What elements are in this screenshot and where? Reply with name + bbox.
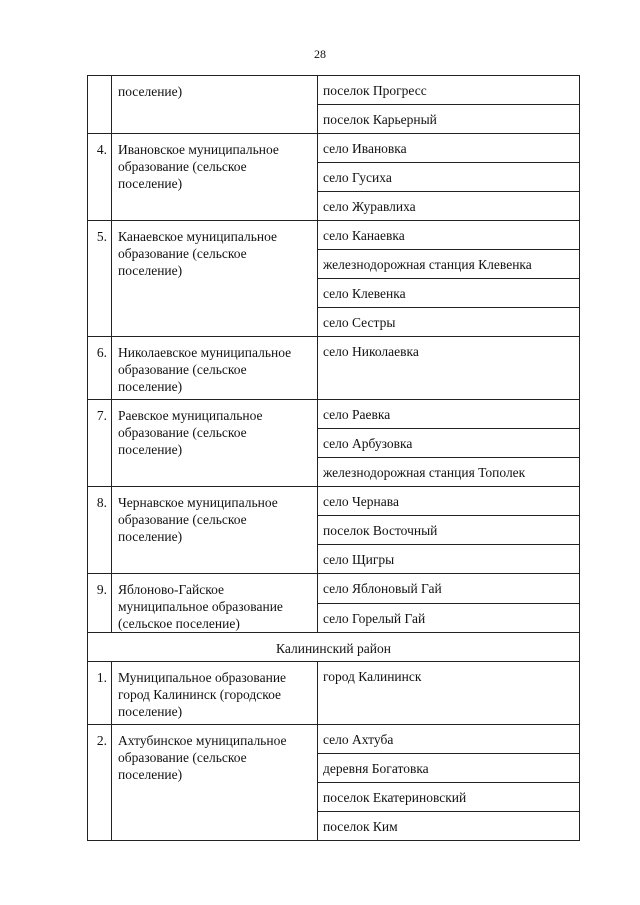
table-row bbox=[88, 221, 580, 250]
municipality-name: Николаевское муниципальное образование (сельское поселение) bbox=[112, 337, 318, 400]
table-row bbox=[88, 337, 580, 400]
row-number: 2. bbox=[88, 725, 112, 841]
table-row bbox=[88, 574, 580, 604]
district-header-row bbox=[88, 633, 580, 662]
row-number: 5. bbox=[88, 221, 112, 337]
district-header: Калининский район bbox=[88, 633, 580, 662]
settlement-name: село Раевка bbox=[318, 400, 580, 429]
settlement-name: железнодорожная станция Тополек bbox=[318, 458, 580, 487]
municipality-name: Чернавское муниципальное образование (сельское поселение) bbox=[112, 487, 318, 574]
municipality-name: Ивановское муниципальное образование (сельское поселение) bbox=[112, 134, 318, 221]
row-number: 8. bbox=[88, 487, 112, 574]
settlement-name: село Гусиха bbox=[318, 163, 580, 192]
table-row bbox=[88, 76, 580, 105]
table-row bbox=[88, 400, 580, 429]
table-row bbox=[88, 725, 580, 754]
row-number bbox=[88, 76, 112, 134]
settlement-name: село Горелый Гай bbox=[318, 603, 580, 633]
row-number: 6. bbox=[88, 337, 112, 400]
settlement-name: село Яблоновый Гай bbox=[318, 574, 580, 604]
table-row bbox=[88, 134, 580, 163]
settlement-name: село Ахтуба bbox=[318, 725, 580, 754]
settlement-name: село Сестры bbox=[318, 308, 580, 337]
settlement-name: село Канаевка bbox=[318, 221, 580, 250]
settlements-table bbox=[87, 75, 580, 841]
settlement-name: поселок Карьерный bbox=[318, 105, 580, 134]
row-number: 9. bbox=[88, 574, 112, 633]
row-number: 4. bbox=[88, 134, 112, 221]
municipality-name: Яблоново-Гайское муниципальное образование (сельское поселение) bbox=[112, 574, 318, 633]
settlement-name: железнодорожная станция Клевенка bbox=[318, 250, 580, 279]
page-number: 28 bbox=[314, 47, 326, 61]
table-row bbox=[88, 662, 580, 725]
settlement-name: село Щигры bbox=[318, 545, 580, 574]
settlement-name: поселок Прогресс bbox=[318, 76, 580, 105]
municipality-name: Ахтубинское муниципальное образование (сельское поселение) bbox=[112, 725, 318, 841]
table-body bbox=[88, 76, 580, 841]
municipality-name: Муниципальное образование город Калининск (городское поселение) bbox=[112, 662, 318, 725]
settlement-name: поселок Восточный bbox=[318, 516, 580, 545]
settlement-name: поселок Екатериновский bbox=[318, 783, 580, 812]
row-number: 7. bbox=[88, 400, 112, 487]
settlement-name: село Ивановка bbox=[318, 134, 580, 163]
municipality-name: Канаевское муниципальное образование (сельское поселение) bbox=[112, 221, 318, 337]
row-number: 1. bbox=[88, 662, 112, 725]
settlement-name: село Журавлиха bbox=[318, 192, 580, 221]
table-row bbox=[88, 487, 580, 516]
settlement-name: село Чернава bbox=[318, 487, 580, 516]
settlement-name: поселок Ким bbox=[318, 812, 580, 841]
settlement-name: деревня Богатовка bbox=[318, 754, 580, 783]
municipality-name: поселение) bbox=[112, 76, 318, 134]
settlement-name: село Клевенка bbox=[318, 279, 580, 308]
settlement-name: село Арбузовка bbox=[318, 429, 580, 458]
municipality-name: Раевское муниципальное образование (сельское поселение) bbox=[112, 400, 318, 487]
settlement-name: село Николаевка bbox=[318, 337, 580, 400]
settlement-name: город Калининск bbox=[318, 662, 580, 725]
